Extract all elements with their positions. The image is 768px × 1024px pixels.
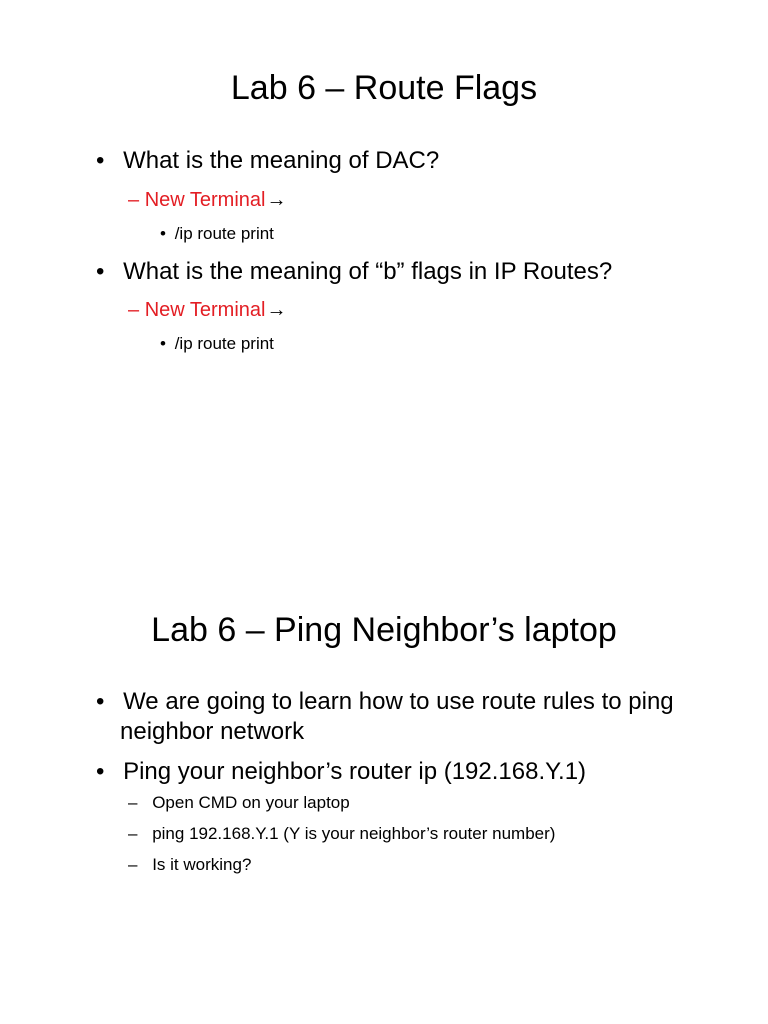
bullet-text: We are going to learn how to use route rules to ping	[123, 688, 674, 715]
bullet-icon: •	[96, 688, 105, 715]
slide-title: Lab 6 – Ping Neighbor’s laptop	[151, 611, 617, 649]
bullet-item	[96, 257, 612, 287]
arrow-right-icon: →	[266, 299, 287, 321]
sub-item	[128, 854, 251, 876]
bullet-text-continued: neighbor network	[120, 718, 305, 745]
bullet-text: Ping your neighbor’s router ip (192.168.Y.1)	[123, 758, 587, 785]
sub-sub-item-text: /ip route print	[174, 224, 274, 243]
sub-item	[128, 792, 350, 814]
sub-sub-item	[160, 333, 274, 355]
bullet-item	[96, 687, 674, 717]
dash-icon: –	[128, 855, 138, 874]
dash-icon: –	[128, 299, 140, 321]
dash-icon: –	[128, 189, 140, 211]
bullet-icon: •	[96, 147, 105, 174]
slide-title: Lab 6 – Route Flags	[230, 69, 538, 107]
sub-sub-item-text: /ip route print	[174, 334, 274, 353]
sub-item-text: Open CMD on your laptop	[152, 793, 350, 812]
arrow-right-icon: →	[266, 189, 287, 211]
bullet-icon: •	[96, 758, 105, 785]
bullet-icon: •	[160, 334, 166, 353]
dash-icon: –	[128, 824, 138, 843]
bullet-text: What is the meaning of DAC?	[123, 147, 440, 174]
bullet-item	[96, 757, 586, 787]
sub-item	[128, 297, 286, 323]
sub-item	[128, 823, 555, 845]
sub-item-text: Is it working?	[152, 855, 252, 874]
bullet-item	[96, 146, 439, 176]
bullet-text: What is the meaning of “b” flags in IP Routes?	[123, 258, 613, 285]
dash-icon: –	[128, 793, 138, 812]
sub-item-text: New Terminal	[144, 299, 266, 321]
sub-item	[128, 187, 286, 213]
sub-sub-item	[160, 223, 274, 245]
sub-item-text: New Terminal	[144, 189, 266, 211]
slide-ping-neighbor	[0, 512, 768, 1024]
bullet-icon: •	[160, 224, 166, 243]
sub-item-text: ping 192.168.Y.1 (Y is your neighbor’s router number)	[152, 824, 556, 843]
bullet-icon: •	[96, 258, 105, 285]
